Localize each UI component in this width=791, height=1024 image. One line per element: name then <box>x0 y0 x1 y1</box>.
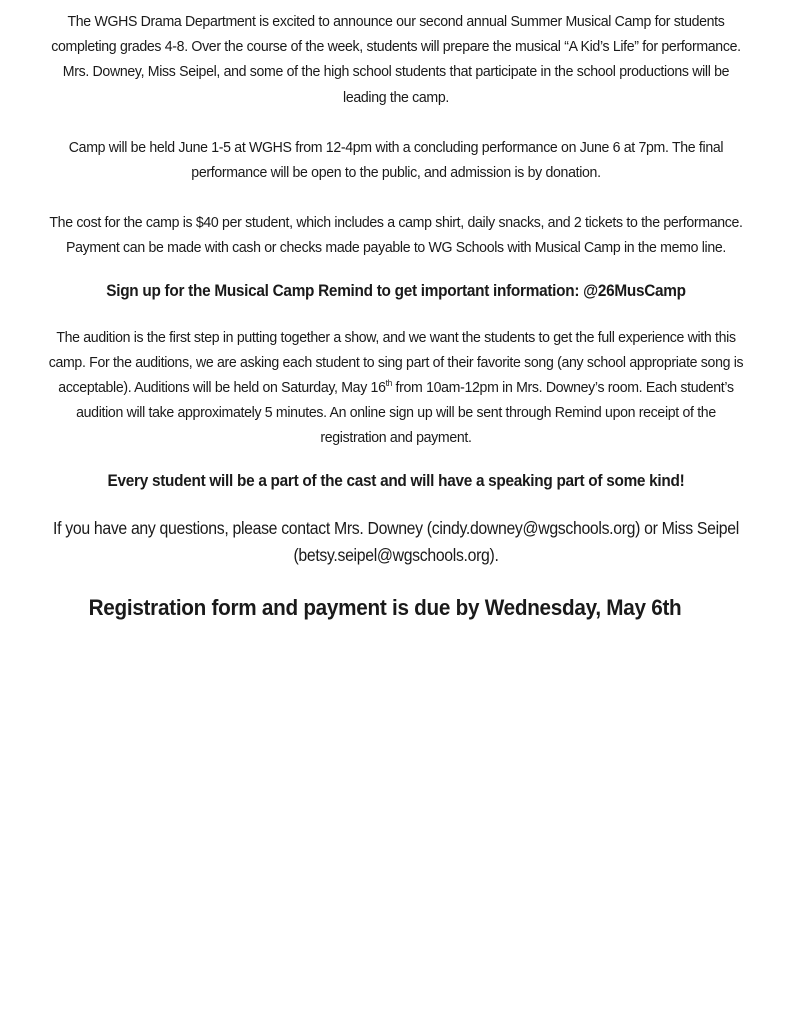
audition-text-part1: The audition is the first step in putting together a show, and we want the students to get the full experience with this camp. For the auditions, we are asking each student to sing part of their favorite song (any school appropriate song is acceptable). Auditions will be held on Saturday, May 16 <box>48 328 743 397</box>
registration-deadline: Registration form and payment is due by Wednesday, May 6th <box>88 594 682 620</box>
audition-text-part2: from 10am-12pm in Mrs. Downey’s room. Each student’s audition will take approximately 5 minutes. An online sign up will be sent through Remind upon receipt of the registration and payment. <box>75 379 734 447</box>
cost-paragraph: The cost for the camp is $40 per student, which includes a camp shirt, daily snacks, and 2 tickets to the performance. Payment can be made with cash or checks made payable to WG Schools with Musical Camp in the memo line. <box>48 214 743 257</box>
schedule-paragraph: Camp will be held June 1-5 at WGHS from 12-4pm with a concluding performance on June 6 at 7pm. The final performance will be open to the public, and admission is by donation. <box>68 138 723 182</box>
intro-paragraph: The WGHS Drama Department is excited to announce our second annual Summer Musical Camp for students completing grades 4-8. Over the course of the week, students will prepare the musical “A Kid’s Life” for performance. Mrs. Downey, Miss Seipel, and some of the high school students that participate in the school productions will be leading the camp. <box>50 13 741 106</box>
ordinal-suffix: th <box>385 377 392 388</box>
audition-paragraph <box>48 325 744 451</box>
contact-paragraph: If you have any questions, please contact Mrs. Downey (cindy.downey@wgschools.org) or Miss Seipel (betsy.seipel@wgschools.org). <box>52 517 739 565</box>
remind-signup-line: Sign up for the Musical Camp Remind to get important information: @26MusCamp <box>105 281 686 300</box>
cast-statement: Every student will be a part of the cast and will have a speaking part of some kind! <box>107 471 684 490</box>
